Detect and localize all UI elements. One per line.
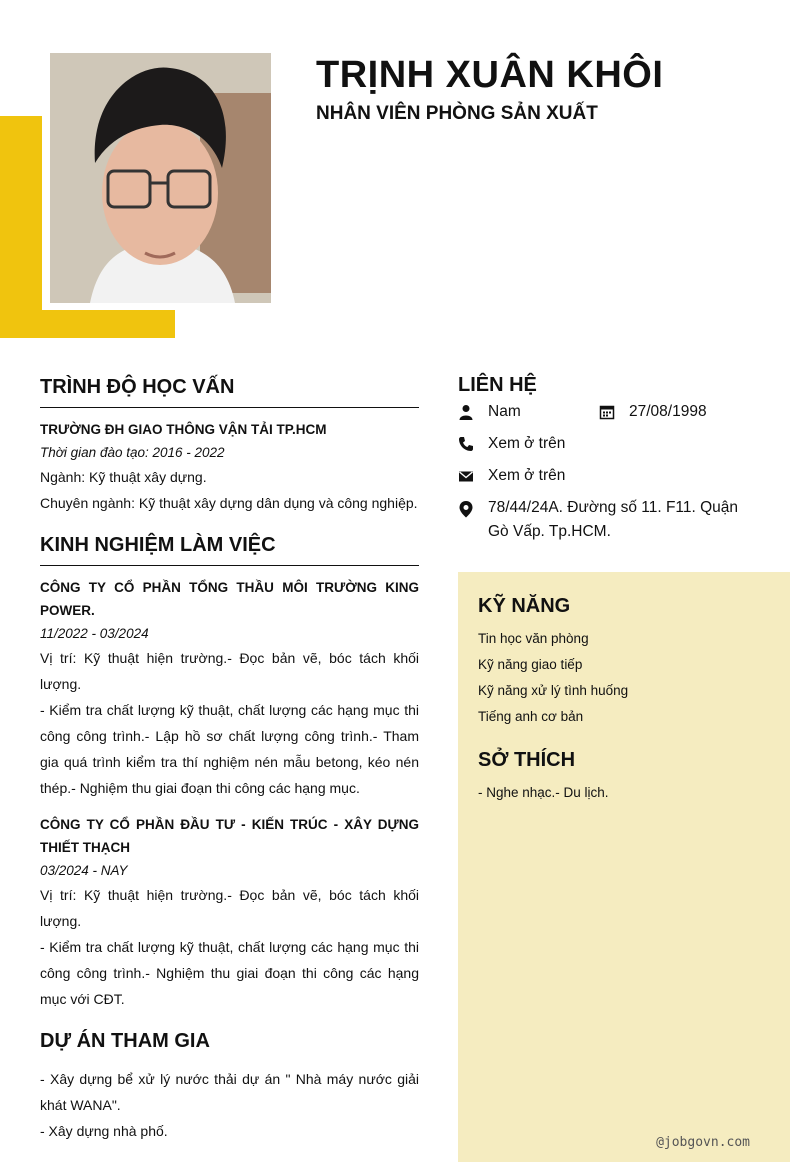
mail-icon (458, 468, 474, 484)
contact-email: Xem ở trên (488, 467, 566, 484)
contact-gender: Nam (488, 403, 521, 420)
watermark: @jobgovn.com (656, 1135, 750, 1150)
contact-heading: LIÊN HỆ (458, 374, 537, 396)
education-specialization: Chuyên ngành: Kỹ thuật xây dựng dân dụng và công nghiệp. (40, 495, 418, 511)
experience-line: Vị trí: Kỹ thuật hiện trường.- Đọc bản vẽ, bóc tách khối lượng. (40, 887, 419, 929)
education-divider (40, 407, 419, 408)
calendar-icon (599, 404, 615, 420)
experience-line: - Kiểm tra chất lượng kỹ thuật, chất lượng các hạng mục thi công công trình.- Lập hồ sơ chất lượng công trình.- Tham gia quá trình kiểm tra thí nghiệm nén mẫu betong, kéo nén thép.- Nghiệm thu giai đoạn thi công các hạng mục. (40, 702, 419, 796)
education-heading: TRÌNH ĐỘ HỌC VẤN (40, 376, 235, 398)
education-major: Ngành: Kỹ thuật xây dựng. (40, 469, 207, 485)
contact-phone: Xem ở trên (488, 435, 566, 452)
hobbies-heading: SỞ THÍCH (478, 749, 576, 771)
experience-period: 11/2022 - 03/2024 (40, 626, 149, 641)
contact-row-email (458, 464, 790, 496)
header (316, 52, 776, 126)
experience-line: Vị trí: Kỹ thuật hiện trường.- Đọc bản vẽ, bóc tách khối lượng. (40, 650, 419, 692)
contact-birthday: 27/08/1998 (629, 403, 707, 420)
experience-period: 03/2024 - NAY (40, 863, 128, 878)
experience-item (40, 813, 419, 1012)
person-icon (458, 404, 474, 420)
experience-heading: KINH NGHIỆM LÀM VIỆC (40, 534, 276, 556)
candidate-name: TRỊNH XUÂN KHÔI (316, 54, 664, 96)
project-item: - Xây dựng bể xử lý nước thải dự án " Nhà máy nước giải khát WANA". (40, 1071, 419, 1113)
skill-item: Kỹ năng giao tiếp (478, 657, 583, 672)
skills-heading: KỸ NĂNG (478, 595, 571, 617)
skills-panel (458, 572, 790, 1162)
contact-row-address (458, 496, 790, 544)
skill-item: Kỹ năng xử lý tình huống (478, 683, 629, 698)
skill-item: Tin học văn phòng (478, 631, 589, 646)
experience-divider (40, 565, 419, 566)
skill-item: Tiếng anh cơ bản (478, 709, 584, 724)
contact-row-gender-birthday (458, 400, 790, 432)
candidate-position: NHÂN VIÊN PHÒNG SẢN XUẤT (316, 103, 598, 124)
phone-icon (458, 436, 474, 452)
contact-address: 78/44/24A. Đường số 11. F11. Quận Gò Vấp. Tp.HCM. (488, 499, 739, 540)
experience-line: - Kiểm tra chất lượng kỹ thuật, chất lượng các hạng mục thi công công trình.- Nghiệm thu giai đoạn thi công các hạng mục với CĐT. (40, 939, 419, 1007)
left-column (40, 372, 419, 1144)
experience-item (40, 576, 419, 801)
location-pin-icon (458, 500, 474, 518)
contact-section (458, 370, 790, 544)
project-item: - Xây dựng nhà phố. (40, 1123, 168, 1139)
projects-heading: DỰ ÁN THAM GIA (40, 1030, 210, 1052)
contact-row-phone (458, 432, 790, 464)
profile-photo (50, 53, 271, 303)
hobbies-text: - Nghe nhạc.- Du lịch. (478, 785, 609, 800)
education-school: TRƯỜNG ĐH GIAO THÔNG VẬN TẢI TP.HCM (40, 422, 327, 437)
experience-company: CÔNG TY CỔ PHẦN ĐẦU TƯ - KIẾN TRÚC - XÂY DỰNG THIẾT THẠCH (40, 817, 419, 855)
experience-company: CÔNG TY CỔ PHẦN TỔNG THẦU MÔI TRƯỜNG KING POWER. (40, 580, 419, 618)
education-period: Thời gian đào tạo: 2016 - 2022 (40, 445, 225, 460)
